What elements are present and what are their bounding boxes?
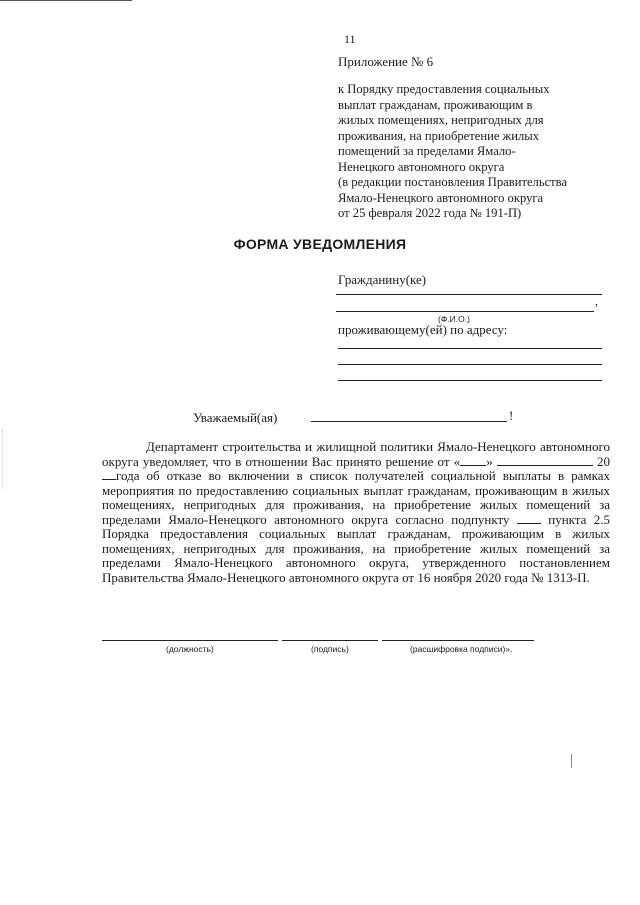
signature-caption: (подпись)	[311, 644, 349, 654]
appendix-line: (в редакции постановления Правительства	[338, 175, 568, 189]
margin-mark	[571, 754, 572, 768]
appendix-line: Ямало-Ненецкого автономного округа	[338, 190, 544, 205]
address-field-line-2[interactable]	[338, 364, 602, 365]
appendix-line: выплат гражданам, проживающим в	[338, 97, 533, 112]
appendix-line: жилых помещениях, непригодных для	[338, 113, 544, 127]
appendix-line: проживания, на приобретение жилых	[338, 128, 540, 143]
appendix-title: Приложение № 6	[338, 54, 434, 69]
body-legal-basis: пункта 2.5 Порядка предоставления социальных выплат гражданам, проживающим в жилых помещениях, непригодных для проживания, на приобретение жилых помещений за пределами Ямало-Ненецкого автономного округа, утвержденного постановлением Правительства Ямало-Ненецкого автономного округа от 16 ноября 2020 года № 1313-П.	[102, 511, 610, 585]
decoding-caption: (расшифровка подписи)».	[410, 644, 513, 654]
appendix-reference	[338, 82, 628, 222]
body-intro: Департамент строительства и жилищной политики Ямало-Ненецкого автономного округа уведомляет, что в отношении Вас принято решение от	[102, 439, 610, 469]
salutation-name-field[interactable]	[311, 421, 507, 422]
subclause-field[interactable]	[517, 513, 541, 524]
notification-body	[102, 440, 610, 585]
form-title: ФОРМА УВЕДОМЛЕНИЯ	[233, 236, 407, 252]
recipient-label: Гражданину(ке)	[338, 272, 427, 287]
year-prefix: 20	[597, 453, 611, 469]
quote-open: «	[453, 453, 461, 469]
recipient-name-field-line-2[interactable]	[336, 311, 594, 312]
appendix-line: Ненецкого автономного округа	[338, 159, 505, 174]
address-field-line-1[interactable]	[338, 348, 602, 349]
top-edge-line	[0, 0, 132, 1]
address-label: проживающему(ей) по адресу:	[338, 322, 508, 337]
scan-edge-dots	[2, 430, 4, 490]
month-field[interactable]	[497, 455, 593, 466]
appendix-line: от 25 февраля 2022 года № 191-П)	[338, 206, 522, 220]
salutation-label: Уважаемый(ая)	[193, 410, 278, 425]
day-field[interactable]	[460, 455, 486, 466]
address-field-line-3[interactable]	[338, 380, 602, 381]
position-signature-line[interactable]	[102, 640, 278, 641]
decoding-signature-line[interactable]	[382, 640, 534, 641]
fio-caption: (Ф.И.О.)	[438, 314, 470, 324]
page-number: 11	[344, 32, 356, 46]
recipient-comma: ,	[595, 294, 598, 308]
body-decision: года об отказе во включении в список получателей социальной выплаты в рамках мероприятия по предоставлению социальных выплат гражданам, проживающим в жилых помещениях, непригодных для проживания, на приобретение жилых помещений за пределами Ямало-Ненецкого автономного округа согласно подпункту	[102, 468, 610, 527]
appendix-line: помещений за пределами Ямало-	[338, 144, 516, 158]
position-caption: (должность)	[166, 644, 214, 654]
quote-close: »	[486, 453, 493, 469]
year-field[interactable]	[102, 469, 116, 480]
recipient-name-field-line-1[interactable]	[336, 294, 602, 295]
appendix-line: к Порядку предоставления социальных	[338, 82, 550, 96]
signature-line[interactable]	[282, 640, 378, 641]
salutation-exclamation: !	[509, 408, 514, 423]
